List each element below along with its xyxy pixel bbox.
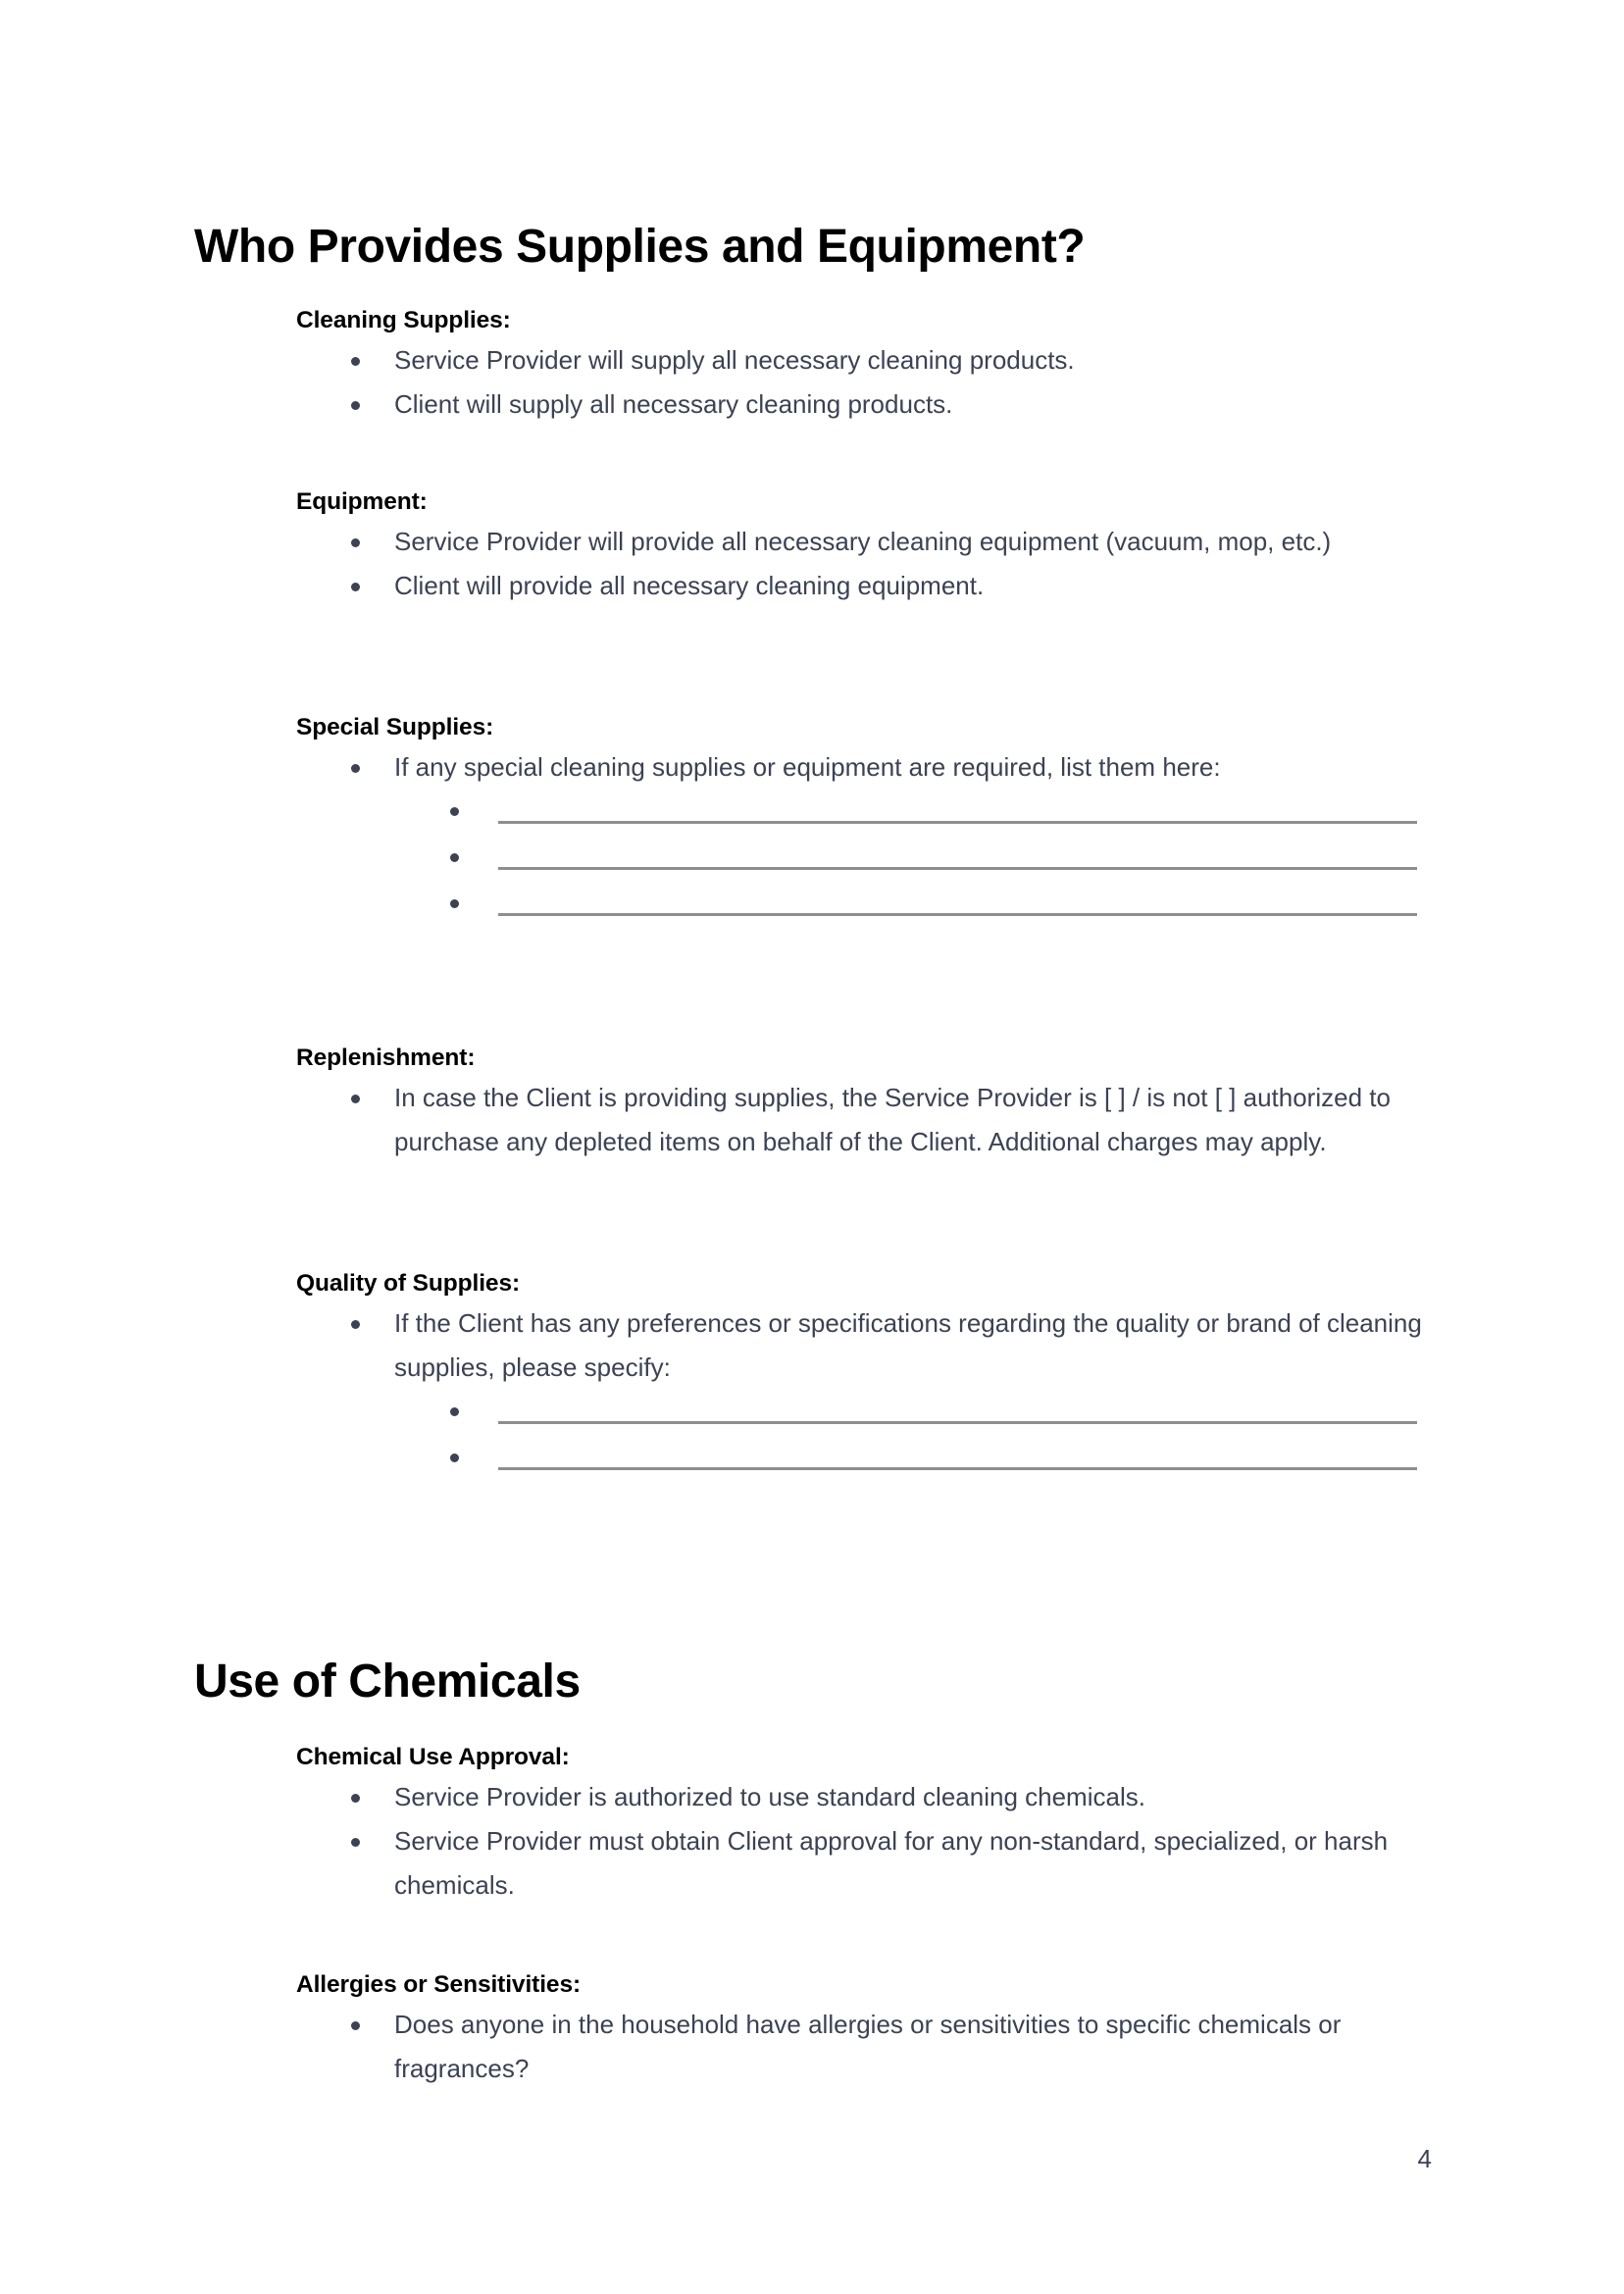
list-item [296, 564, 1426, 608]
bullet-dot-icon [351, 1095, 360, 1103]
list-item [296, 745, 1426, 790]
bullet-dot-icon [450, 853, 459, 862]
bullet-list-equipment [296, 520, 1426, 608]
bullet-dot-icon [351, 1794, 360, 1803]
list-item-text: Client will supply all necessary cleaning products. [394, 389, 953, 420]
bullet-dot-icon [351, 583, 360, 591]
section-heading-quality-of-supplies: Quality of Supplies: [296, 1270, 521, 1297]
section-allergies-or-sensitivities [296, 1968, 1426, 2091]
list-item-text: Service Provider will provide all necessary cleaning equipment (vacuum, mop, etc.) [394, 527, 1332, 557]
blank-write-in-line[interactable] [498, 821, 1417, 824]
list-item-text: In case the Client is providing supplies, the Service Provider is [ ] / is not [ ] authorized to purchase any depleted items on behalf of the Client. Additional charges may apply. [394, 1083, 1391, 1157]
bullet-list-special-supplies [296, 745, 1426, 790]
blank-write-in-line[interactable] [498, 1421, 1417, 1424]
bullet-dot-icon [351, 764, 360, 773]
list-item [296, 1076, 1426, 1164]
list-item-text: If any special cleaning supplies or equipment are required, list them here: [394, 752, 1221, 783]
bullet-list-replenishment [296, 1076, 1426, 1164]
section-replenishment [296, 1042, 1426, 1164]
fill-in-lines-quality-of-supplies [296, 1394, 1426, 1486]
blank-write-in-line[interactable] [498, 913, 1417, 916]
bullet-dot-icon [351, 2021, 360, 2030]
list-item [296, 338, 1426, 382]
bullet-list-allergies-or-sensitivities [296, 2003, 1426, 2091]
bullet-dot-icon [351, 1320, 360, 1329]
bullet-list-quality-of-supplies [296, 1301, 1426, 1390]
fill-in-lines-special-supplies [296, 793, 1426, 932]
section-heading-equipment: Equipment: [296, 488, 428, 515]
list-item-text: Service Provider must obtain Client approval for any non-standard, specialized, or harsh chemicals. [394, 1826, 1389, 1901]
section-quality-of-supplies [296, 1267, 1426, 1486]
page-title-supplies: Who Provides Supplies and Equipment? [194, 221, 1086, 274]
bullet-dot-icon [450, 1453, 459, 1462]
bullet-dot-icon [450, 807, 459, 816]
fill-in-line-row [296, 1394, 1426, 1440]
section-special-supplies [296, 711, 1426, 932]
section-heading-allergies-or-sensitivities: Allergies or Sensitivities: [296, 1971, 582, 1998]
section-heading-cleaning-supplies: Cleaning Supplies: [296, 307, 511, 333]
section-heading-chemical-use-approval: Chemical Use Approval: [296, 1744, 570, 1770]
page-number: 4 [1417, 2144, 1432, 2173]
blank-write-in-line[interactable] [498, 1467, 1417, 1470]
list-item [296, 2003, 1426, 2091]
list-item-text: Does anyone in the household have allergies or sensitivities to specific chemicals or fragrances? [394, 2010, 1342, 2084]
bullet-dot-icon [450, 899, 459, 908]
list-item-text: If the Client has any preferences or specifications regarding the quality or brand of cleaning supplies, please specify: [394, 1308, 1422, 1383]
bullet-dot-icon [351, 357, 360, 366]
fill-in-line-row [296, 840, 1426, 886]
list-item [296, 520, 1426, 564]
page-title-chemicals: Use of Chemicals [194, 1656, 581, 1708]
list-item [296, 1775, 1426, 1819]
fill-in-line-row [296, 886, 1426, 932]
list-item [296, 1301, 1426, 1390]
list-item [296, 1819, 1426, 1908]
section-cleaning-supplies [296, 304, 1426, 427]
bullet-dot-icon [351, 1838, 360, 1847]
section-equipment [296, 485, 1426, 608]
fill-in-line-row [296, 1440, 1426, 1486]
blank-write-in-line[interactable] [498, 867, 1417, 870]
bullet-dot-icon [351, 401, 360, 410]
bullet-dot-icon [351, 538, 360, 547]
list-item-text: Service Provider is authorized to use standard cleaning chemicals. [394, 1782, 1145, 1812]
list-item-text: Service Provider will supply all necessary cleaning products. [394, 345, 1075, 376]
section-heading-replenishment: Replenishment: [296, 1045, 476, 1071]
section-heading-special-supplies: Special Supplies: [296, 714, 494, 740]
fill-in-line-row [296, 793, 1426, 840]
section-chemical-use-approval [296, 1741, 1426, 1908]
bullet-list-cleaning-supplies [296, 338, 1426, 427]
bullet-dot-icon [450, 1407, 459, 1416]
list-item [296, 382, 1426, 427]
list-item-text: Client will provide all necessary cleaning equipment. [394, 571, 985, 601]
bullet-list-chemical-use-approval [296, 1775, 1426, 1908]
